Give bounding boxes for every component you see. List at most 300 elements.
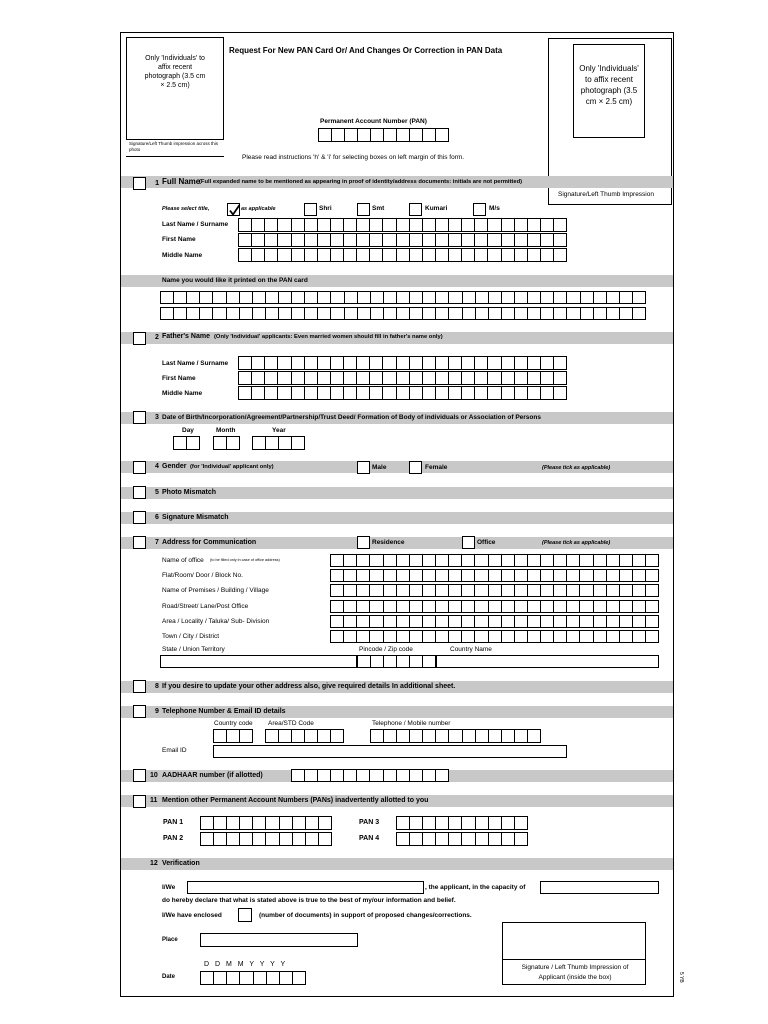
input-cell[interactable] <box>410 292 423 303</box>
input-cell[interactable] <box>436 585 449 596</box>
input-cell[interactable] <box>345 292 358 303</box>
input-cell[interactable] <box>265 387 278 399</box>
input-cell[interactable] <box>515 631 528 642</box>
input-cell[interactable] <box>633 570 646 581</box>
input-cell[interactable] <box>293 817 306 829</box>
input-cell[interactable] <box>462 817 475 829</box>
town-input[interactable] <box>330 630 659 643</box>
input-cell[interactable] <box>410 129 423 141</box>
input-cell[interactable] <box>620 631 633 642</box>
input-cell[interactable] <box>305 372 318 384</box>
input-cell[interactable] <box>502 292 515 303</box>
input-cell[interactable] <box>384 770 397 781</box>
input-cell[interactable] <box>436 601 449 612</box>
input-cell[interactable] <box>541 631 554 642</box>
gender-female-checkbox[interactable] <box>409 461 422 474</box>
input-cell[interactable] <box>357 631 370 642</box>
input-cell[interactable] <box>449 249 462 261</box>
input-cell[interactable] <box>423 833 436 845</box>
input-cell[interactable] <box>370 219 383 231</box>
input-cell[interactable] <box>279 308 292 319</box>
input-cell[interactable] <box>410 616 423 627</box>
input-cell[interactable] <box>370 585 383 596</box>
input-cell[interactable] <box>594 292 607 303</box>
input-cell[interactable] <box>580 616 593 627</box>
input-cell[interactable] <box>266 833 279 845</box>
title-checkbox-shri[interactable] <box>304 203 317 216</box>
input-cell[interactable] <box>227 833 240 845</box>
input-cell[interactable] <box>370 249 383 261</box>
input-cell[interactable] <box>449 631 462 642</box>
input-cell[interactable] <box>383 249 396 261</box>
input-cell[interactable] <box>357 555 370 566</box>
input-cell[interactable] <box>436 387 449 399</box>
input-cell[interactable] <box>319 817 331 829</box>
input-cell[interactable] <box>502 631 515 642</box>
input-cell[interactable] <box>541 292 554 303</box>
input-cell[interactable] <box>462 570 475 581</box>
input-cell[interactable] <box>345 129 358 141</box>
input-cell[interactable] <box>489 555 502 566</box>
input-cell[interactable] <box>187 308 200 319</box>
input-cell[interactable] <box>370 616 383 627</box>
input-cell[interactable] <box>253 308 266 319</box>
input-cell[interactable] <box>344 570 357 581</box>
input-cell[interactable] <box>423 656 435 667</box>
input-cell[interactable] <box>253 437 266 449</box>
input-cell[interactable] <box>515 357 528 369</box>
input-cell[interactable] <box>646 601 658 612</box>
input-cell[interactable] <box>475 616 488 627</box>
input-cell[interactable] <box>383 219 396 231</box>
input-cell[interactable] <box>515 570 528 581</box>
input-cell[interactable] <box>436 817 449 829</box>
input-cell[interactable] <box>515 372 528 384</box>
input-cell[interactable] <box>384 601 397 612</box>
input-cell[interactable] <box>449 585 462 596</box>
input-cell[interactable] <box>397 833 410 845</box>
input-cell[interactable] <box>305 234 318 246</box>
input-cell[interactable] <box>358 129 371 141</box>
input-cell[interactable] <box>344 555 357 566</box>
input-cell[interactable] <box>279 437 292 449</box>
input-cell[interactable] <box>620 555 633 566</box>
input-cell[interactable] <box>502 234 515 246</box>
input-cell[interactable] <box>436 833 449 845</box>
input-cell[interactable] <box>240 817 253 829</box>
input-cell[interactable] <box>594 631 607 642</box>
input-cell[interactable] <box>489 616 502 627</box>
input-cell[interactable] <box>265 372 278 384</box>
input-cell[interactable] <box>253 817 266 829</box>
input-cell[interactable] <box>449 616 462 627</box>
input-cell[interactable] <box>580 631 593 642</box>
input-cell[interactable] <box>449 234 462 246</box>
input-cell[interactable] <box>423 570 436 581</box>
input-cell[interactable] <box>436 308 449 319</box>
input-cell[interactable] <box>344 770 357 781</box>
input-cell[interactable] <box>541 249 554 261</box>
input-cell[interactable] <box>462 616 475 627</box>
place-input[interactable] <box>200 933 358 947</box>
input-cell[interactable] <box>554 631 567 642</box>
input-cell[interactable] <box>436 555 449 566</box>
input-cell[interactable] <box>265 219 278 231</box>
input-cell[interactable] <box>515 833 527 845</box>
input-cell[interactable] <box>423 770 436 781</box>
input-cell[interactable] <box>331 372 344 384</box>
section-10-checkbox[interactable] <box>133 769 146 782</box>
title-checkbox-applicable[interactable] <box>227 203 240 216</box>
section-7-checkbox[interactable] <box>133 536 146 549</box>
input-cell[interactable] <box>554 308 567 319</box>
input-cell[interactable] <box>344 234 357 246</box>
input-cell[interactable] <box>620 585 633 596</box>
input-cell[interactable] <box>278 357 291 369</box>
input-cell[interactable] <box>463 292 476 303</box>
input-cell[interactable] <box>280 972 293 984</box>
input-cell[interactable] <box>240 292 253 303</box>
input-cell[interactable] <box>370 555 383 566</box>
input-cell[interactable] <box>384 656 397 667</box>
input-cell[interactable] <box>463 308 476 319</box>
dob-day-input[interactable] <box>173 436 200 450</box>
input-cell[interactable] <box>580 570 593 581</box>
input-cell[interactable] <box>646 631 658 642</box>
input-cell[interactable] <box>515 616 528 627</box>
input-cell[interactable] <box>436 234 449 246</box>
input-cell[interactable] <box>528 585 541 596</box>
input-cell[interactable] <box>410 833 423 845</box>
input-cell[interactable] <box>305 219 318 231</box>
input-cell[interactable] <box>515 817 527 829</box>
input-cell[interactable] <box>436 357 449 369</box>
input-cell[interactable] <box>436 770 448 781</box>
input-cell[interactable] <box>410 249 423 261</box>
input-cell[interactable] <box>528 249 541 261</box>
input-cell[interactable] <box>436 249 449 261</box>
input-cell[interactable] <box>305 730 318 742</box>
input-cell[interactable] <box>410 817 423 829</box>
input-cell[interactable] <box>528 601 541 612</box>
input-cell[interactable] <box>476 730 489 742</box>
input-cell[interactable] <box>554 292 567 303</box>
input-cell[interactable] <box>515 249 528 261</box>
input-cell[interactable] <box>436 292 449 303</box>
input-cell[interactable] <box>633 292 645 303</box>
input-cell[interactable] <box>567 585 580 596</box>
input-cell[interactable] <box>633 631 646 642</box>
input-cell[interactable] <box>397 817 410 829</box>
input-cell[interactable] <box>581 308 594 319</box>
input-cell[interactable] <box>410 770 423 781</box>
input-cell[interactable] <box>227 308 240 319</box>
input-cell[interactable] <box>646 555 658 566</box>
input-cell[interactable] <box>515 601 528 612</box>
input-cell[interactable] <box>489 601 502 612</box>
input-cell[interactable] <box>410 357 423 369</box>
input-cell[interactable] <box>475 219 488 231</box>
input-cell[interactable] <box>528 730 540 742</box>
input-cell[interactable] <box>240 308 253 319</box>
input-cell[interactable] <box>541 570 554 581</box>
input-cell[interactable] <box>489 292 502 303</box>
pan1-input[interactable] <box>200 816 332 830</box>
input-cell[interactable] <box>331 292 344 303</box>
input-cell[interactable] <box>240 972 253 984</box>
input-cell[interactable] <box>502 616 515 627</box>
input-cell[interactable] <box>594 601 607 612</box>
input-cell[interactable] <box>384 730 397 742</box>
country-input[interactable] <box>436 655 659 668</box>
input-cell[interactable] <box>344 585 357 596</box>
input-cell[interactable] <box>318 372 331 384</box>
input-cell[interactable] <box>488 249 501 261</box>
input-cell[interactable] <box>397 219 410 231</box>
state-input[interactable] <box>160 655 357 668</box>
input-cell[interactable] <box>239 372 252 384</box>
section-8-checkbox[interactable] <box>133 680 146 693</box>
input-cell[interactable] <box>331 357 344 369</box>
input-cell[interactable] <box>646 570 658 581</box>
input-cell[interactable] <box>594 570 607 581</box>
input-cell[interactable] <box>227 817 240 829</box>
dob-month-input[interactable] <box>213 436 240 450</box>
input-cell[interactable] <box>252 219 265 231</box>
input-cell[interactable] <box>344 601 357 612</box>
documents-count-input[interactable] <box>238 908 252 922</box>
input-cell[interactable] <box>305 292 318 303</box>
address-office-checkbox[interactable] <box>462 536 475 549</box>
input-cell[interactable] <box>293 833 306 845</box>
input-cell[interactable] <box>502 387 515 399</box>
input-cell[interactable] <box>554 601 567 612</box>
input-cell[interactable] <box>319 129 332 141</box>
input-cell[interactable] <box>384 585 397 596</box>
input-cell[interactable] <box>397 292 410 303</box>
input-cell[interactable] <box>541 372 554 384</box>
input-cell[interactable] <box>515 585 528 596</box>
input-cell[interactable] <box>488 219 501 231</box>
input-cell[interactable] <box>201 972 214 984</box>
input-cell[interactable] <box>475 555 488 566</box>
input-cell[interactable] <box>371 730 384 742</box>
input-cell[interactable] <box>607 570 620 581</box>
input-cell[interactable] <box>462 601 475 612</box>
input-cell[interactable] <box>502 555 515 566</box>
input-cell[interactable] <box>267 972 280 984</box>
input-cell[interactable] <box>541 234 554 246</box>
input-cell[interactable] <box>476 292 489 303</box>
input-cell[interactable] <box>489 570 502 581</box>
input-cell[interactable] <box>278 372 291 384</box>
input-cell[interactable] <box>265 249 278 261</box>
input-cell[interactable] <box>633 555 646 566</box>
input-cell[interactable] <box>476 833 489 845</box>
printed-name-input-2[interactable] <box>160 307 646 320</box>
input-cell[interactable] <box>449 219 462 231</box>
input-cell[interactable] <box>266 292 279 303</box>
pan-input[interactable] <box>318 128 449 142</box>
input-cell[interactable] <box>528 555 541 566</box>
input-cell[interactable] <box>383 387 396 399</box>
input-cell[interactable] <box>607 631 620 642</box>
input-cell[interactable] <box>331 730 343 742</box>
input-cell[interactable] <box>214 817 227 829</box>
input-cell[interactable] <box>397 249 410 261</box>
input-cell[interactable] <box>436 129 448 141</box>
input-cell[interactable] <box>280 833 293 845</box>
input-cell[interactable] <box>515 292 528 303</box>
input-cell[interactable] <box>265 234 278 246</box>
input-cell[interactable] <box>528 219 541 231</box>
input-cell[interactable] <box>502 372 515 384</box>
input-cell[interactable] <box>161 308 174 319</box>
section-9-checkbox[interactable] <box>133 705 146 718</box>
input-cell[interactable] <box>449 833 462 845</box>
input-cell[interactable] <box>541 555 554 566</box>
input-cell[interactable] <box>567 631 580 642</box>
input-cell[interactable] <box>423 631 436 642</box>
input-cell[interactable] <box>292 249 305 261</box>
input-cell[interactable] <box>252 357 265 369</box>
input-cell[interactable] <box>200 308 213 319</box>
input-cell[interactable] <box>528 292 541 303</box>
input-cell[interactable] <box>462 387 475 399</box>
input-cell[interactable] <box>357 616 370 627</box>
input-cell[interactable] <box>370 770 383 781</box>
input-cell[interactable] <box>397 555 410 566</box>
input-cell[interactable] <box>449 308 462 319</box>
applicant-name-input[interactable] <box>187 881 424 894</box>
input-cell[interactable] <box>331 770 344 781</box>
input-cell[interactable] <box>213 292 226 303</box>
input-cell[interactable] <box>371 129 384 141</box>
section-1-checkbox[interactable] <box>133 177 146 190</box>
input-cell[interactable] <box>515 219 528 231</box>
pan4-input[interactable] <box>396 832 528 846</box>
input-cell[interactable] <box>318 292 331 303</box>
phone-input[interactable] <box>370 729 541 743</box>
input-cell[interactable] <box>436 631 449 642</box>
input-cell[interactable] <box>397 585 410 596</box>
input-cell[interactable] <box>449 555 462 566</box>
input-cell[interactable] <box>567 616 580 627</box>
input-cell[interactable] <box>214 437 227 449</box>
input-cell[interactable] <box>358 656 371 667</box>
input-cell[interactable] <box>423 817 436 829</box>
input-cell[interactable] <box>449 357 462 369</box>
input-cell[interactable] <box>384 308 397 319</box>
input-cell[interactable] <box>488 372 501 384</box>
input-cell[interactable] <box>214 833 227 845</box>
input-cell[interactable] <box>554 219 566 231</box>
father-first-name-input[interactable] <box>238 371 567 385</box>
input-cell[interactable] <box>279 730 292 742</box>
input-cell[interactable] <box>292 372 305 384</box>
input-cell[interactable] <box>423 357 436 369</box>
input-cell[interactable] <box>240 833 253 845</box>
input-cell[interactable] <box>580 585 593 596</box>
input-cell[interactable] <box>240 730 252 742</box>
input-cell[interactable] <box>305 308 318 319</box>
section-5-checkbox[interactable] <box>133 486 146 499</box>
input-cell[interactable] <box>252 372 265 384</box>
input-cell[interactable] <box>253 833 266 845</box>
input-cell[interactable] <box>331 616 344 627</box>
input-cell[interactable] <box>502 817 515 829</box>
input-cell[interactable] <box>318 249 331 261</box>
input-cell[interactable] <box>397 616 410 627</box>
input-cell[interactable] <box>292 437 304 449</box>
std-code-input[interactable] <box>265 729 344 743</box>
input-cell[interactable] <box>580 601 593 612</box>
input-cell[interactable] <box>370 601 383 612</box>
input-cell[interactable] <box>331 249 344 261</box>
input-cell[interactable] <box>213 308 226 319</box>
input-cell[interactable] <box>607 308 620 319</box>
input-cell[interactable] <box>475 585 488 596</box>
input-cell[interactable] <box>502 357 515 369</box>
input-cell[interactable] <box>292 219 305 231</box>
input-cell[interactable] <box>436 616 449 627</box>
input-cell[interactable] <box>318 234 331 246</box>
input-cell[interactable] <box>292 730 305 742</box>
input-cell[interactable] <box>306 833 319 845</box>
input-cell[interactable] <box>187 292 200 303</box>
input-cell[interactable] <box>397 730 410 742</box>
input-cell[interactable] <box>554 387 566 399</box>
input-cell[interactable] <box>410 631 423 642</box>
input-cell[interactable] <box>449 730 462 742</box>
input-cell[interactable] <box>266 817 279 829</box>
date-input[interactable] <box>200 971 306 985</box>
input-cell[interactable] <box>292 292 305 303</box>
input-cell[interactable] <box>502 308 515 319</box>
title-checkbox-ms[interactable] <box>473 203 486 216</box>
input-cell[interactable] <box>278 387 291 399</box>
input-cell[interactable] <box>214 730 227 742</box>
input-cell[interactable] <box>384 555 397 566</box>
input-cell[interactable] <box>646 585 658 596</box>
input-cell[interactable] <box>345 308 358 319</box>
input-cell[interactable] <box>554 372 566 384</box>
input-cell[interactable] <box>292 308 305 319</box>
input-cell[interactable] <box>384 631 397 642</box>
input-cell[interactable] <box>476 817 489 829</box>
input-cell[interactable] <box>423 372 436 384</box>
input-cell[interactable] <box>541 585 554 596</box>
input-cell[interactable] <box>214 972 227 984</box>
input-cell[interactable] <box>305 357 318 369</box>
input-cell[interactable] <box>305 249 318 261</box>
input-cell[interactable] <box>436 219 449 231</box>
aadhaar-input[interactable] <box>291 769 449 782</box>
input-cell[interactable] <box>607 555 620 566</box>
input-cell[interactable] <box>305 387 318 399</box>
input-cell[interactable] <box>462 631 475 642</box>
input-cell[interactable] <box>318 308 331 319</box>
input-cell[interactable] <box>358 292 371 303</box>
input-cell[interactable] <box>607 601 620 612</box>
title-checkbox-smt[interactable] <box>357 203 370 216</box>
input-cell[interactable] <box>594 585 607 596</box>
input-cell[interactable] <box>370 357 383 369</box>
input-cell[interactable] <box>239 357 252 369</box>
input-cell[interactable] <box>462 833 475 845</box>
input-cell[interactable] <box>200 292 213 303</box>
input-cell[interactable] <box>502 249 515 261</box>
